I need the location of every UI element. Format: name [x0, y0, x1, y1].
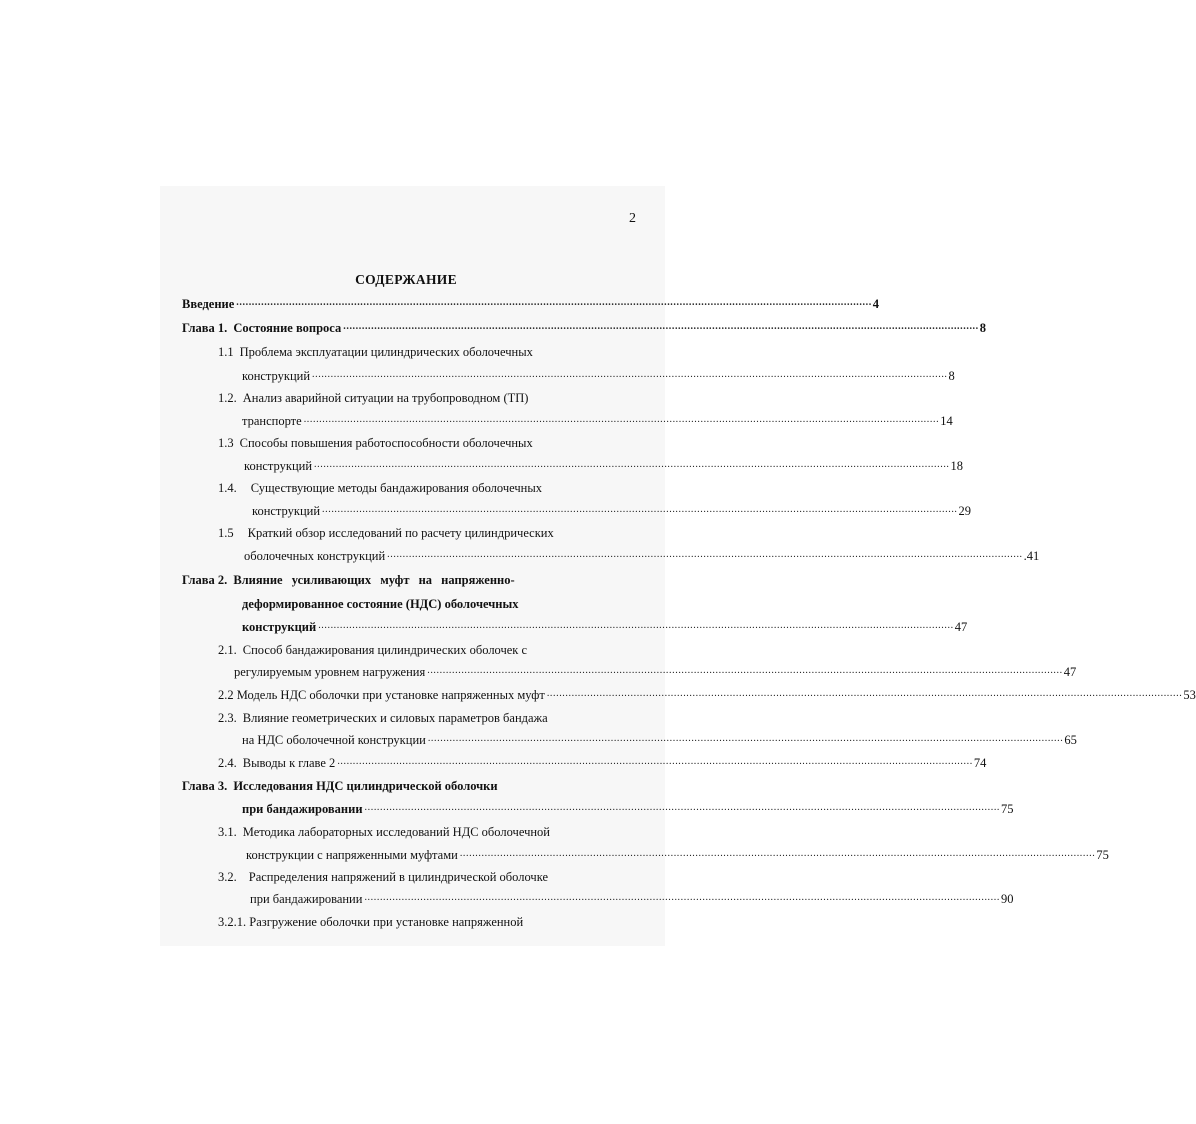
- toc-entry-page: 29: [958, 504, 972, 518]
- toc-entry-text: Влияние усиливающих муфт на напряженно-: [233, 573, 515, 587]
- toc-entry-2-3-cont: [242, 728, 1077, 748]
- toc-entry-text: 3.2.1. Разгружение оболочки при установке напряженной: [218, 915, 524, 929]
- toc-entry-1-5: [218, 521, 612, 541]
- toc-entry-chapter-3: [182, 774, 612, 794]
- toc-entry-number: 1.4.: [218, 481, 237, 495]
- toc-entry-chapter-2-cont-2: [242, 615, 968, 635]
- toc-entry-page: 4: [872, 297, 880, 311]
- page-number: 2: [629, 211, 636, 226]
- toc-title: СОДЕРЖАНИЕ: [355, 272, 457, 287]
- toc-entry-text: Анализ аварийной ситуации на трубопроводном (ТП): [242, 391, 529, 405]
- toc-entry-text: конструкций: [252, 504, 321, 518]
- toc-entry-1-3-cont: [244, 454, 964, 474]
- toc-entry-text: Распределения напряжений в цилиндрической оболочке: [248, 870, 549, 884]
- toc-entry-page: 65: [1064, 733, 1077, 747]
- dot-leader: .............................................................................................................................................................................................................: [303, 414, 940, 425]
- toc-entry-text: 2.2 Модель НДС оболочки при установке напряженных муфт: [218, 688, 545, 702]
- toc-entry-text: при бандажировании: [250, 892, 363, 906]
- toc-entry-page: 75: [1096, 848, 1109, 862]
- toc-entry-1-5-cont: [244, 544, 1040, 564]
- toc-entry-2-1: [218, 638, 612, 658]
- toc-entry-2-3: [218, 706, 612, 726]
- toc-entry-text: Влияние геометрических и силовых параметров бандажа: [242, 711, 548, 725]
- dot-leader: .............................................................................................................................................................................................................: [312, 369, 948, 380]
- toc-entry-chapter-3-cont: [242, 797, 1014, 817]
- dot-leader: .............................................................................................................................................................................................................: [236, 297, 872, 308]
- toc-entry-page: .41: [1023, 549, 1040, 563]
- dot-leader: .............................................................................................................................................................................................................: [314, 459, 950, 470]
- toc-entry-chapter-2: [182, 568, 612, 588]
- toc-entry-number: 2.1.: [218, 643, 237, 657]
- toc-entry-page: 74: [973, 756, 987, 770]
- toc-entry-text: конструкций: [242, 369, 311, 383]
- toc-entry-page: 8: [979, 321, 986, 335]
- toc-entry-3-2-cont: [250, 887, 1014, 907]
- toc-entry-text: на НДС оболочечной конструкции: [242, 733, 426, 747]
- dot-leader: .............................................................................................................................................................................................................: [459, 848, 1096, 859]
- dot-leader: .............................................................................................................................................................................................................: [343, 321, 979, 332]
- toc-entry-text: Существующие методы бандажирования оболочечных: [250, 481, 542, 495]
- toc-entry-3-2: [218, 865, 612, 885]
- toc-entry-1-2-cont: [242, 409, 953, 429]
- dot-leader: .............................................................................................................................................................................................................: [322, 504, 958, 515]
- toc-entry-text: Исследования НДС цилиндрической оболочки: [233, 779, 498, 793]
- toc-entry-chapter-1: [182, 316, 986, 336]
- dot-leader: .............................................................................................................................................................................................................: [318, 620, 954, 631]
- toc-entry-2-2: [218, 683, 1196, 703]
- toc-entry-text: при бандажировании: [242, 802, 363, 816]
- toc-entry-text: Способы повышения работоспособности оболочечных: [239, 436, 533, 450]
- toc-entry-page: 75: [1001, 802, 1014, 816]
- toc-entry-page: 47: [954, 620, 968, 634]
- toc-entry-number: 1.5: [218, 526, 234, 540]
- toc-entry-text: Методика лабораторных исследований НДС оболочечной: [242, 825, 550, 839]
- toc-entry-chapter-2-cont-1: [242, 592, 612, 612]
- toc-entry-text: Введение: [182, 297, 235, 311]
- toc-entry-3-2-1: [218, 910, 612, 930]
- toc-entry-page: 90: [1000, 892, 1014, 906]
- toc-entry-page: 14: [940, 414, 953, 428]
- toc-entry-page: 53: [1183, 688, 1196, 702]
- toc-entry-text: транспорте: [242, 414, 302, 428]
- dot-leader: .............................................................................................................................................................................................................: [337, 756, 973, 767]
- dot-leader: .............................................................................................................................................................................................................: [364, 802, 1001, 813]
- toc-entry-3-1-cont: [246, 843, 1109, 863]
- toc-entry-1-1: [218, 340, 612, 360]
- toc-entry-text: конструкций: [242, 620, 317, 634]
- dot-leader: .............................................................................................................................................................................................................: [387, 549, 1023, 560]
- toc-entry-3-1: [218, 820, 612, 840]
- dot-leader: .............................................................................................................................................................................................................: [364, 892, 1000, 903]
- toc-entry-text: Способ бандажирования цилиндрических оболочек с: [242, 643, 528, 657]
- toc-entry-number: 2.3.: [218, 711, 237, 725]
- toc-entry-number: 2.4.: [218, 756, 237, 770]
- toc-entry-1-4: [218, 476, 612, 496]
- toc-entry-text: регулируемым уровнем нагружения: [234, 665, 426, 679]
- dot-leader: .............................................................................................................................................................................................................: [427, 733, 1064, 744]
- toc-entry-1-3: [218, 431, 612, 451]
- dot-leader: .............................................................................................................................................................................................................: [546, 688, 1183, 699]
- toc-entry-text: деформированное состояние (НДС) оболочечных: [242, 597, 519, 611]
- toc-entry-text: Выводы к главе 2: [242, 756, 336, 770]
- toc-entry-text: конструкции с напряженными муфтами: [246, 848, 458, 862]
- toc-entry-2-4: [218, 751, 987, 771]
- toc-entry-text: оболочечных конструкций: [244, 549, 386, 563]
- toc-entry-page: 18: [950, 459, 964, 473]
- toc-entry-1-1-cont: [242, 364, 955, 384]
- toc-entry-2-1-cont: [234, 660, 1077, 680]
- toc-entry-number: 1.2.: [218, 391, 237, 405]
- toc-entry-number: 1.3: [218, 436, 234, 450]
- dot-leader: .............................................................................................................................................................................................................: [427, 665, 1063, 676]
- toc-entry-page: 8: [948, 369, 955, 383]
- toc-entry-text: конструкций: [244, 459, 313, 473]
- toc-entry-1-4-cont: [252, 499, 972, 519]
- toc-entry-number: Глава 3.: [182, 779, 228, 793]
- toc-entry-1-2: [218, 386, 612, 406]
- toc-entry-text: Краткий обзор исследований по расчету цилиндрических: [247, 526, 554, 540]
- toc-entry-number: Глава 2.: [182, 573, 228, 587]
- toc-entry-intro: [182, 292, 880, 312]
- toc-entry-page: 47: [1063, 665, 1077, 679]
- toc-entry-number: 3.2.: [218, 870, 237, 884]
- toc-entry-number: 3.1.: [218, 825, 237, 839]
- toc-entry-text: Состояние вопроса: [233, 321, 342, 335]
- toc-entry-number: 1.1: [218, 345, 234, 359]
- toc-entry-text: Проблема эксплуатации цилиндрических оболочечных: [239, 345, 533, 359]
- toc-entry-number: Глава 1.: [182, 321, 228, 335]
